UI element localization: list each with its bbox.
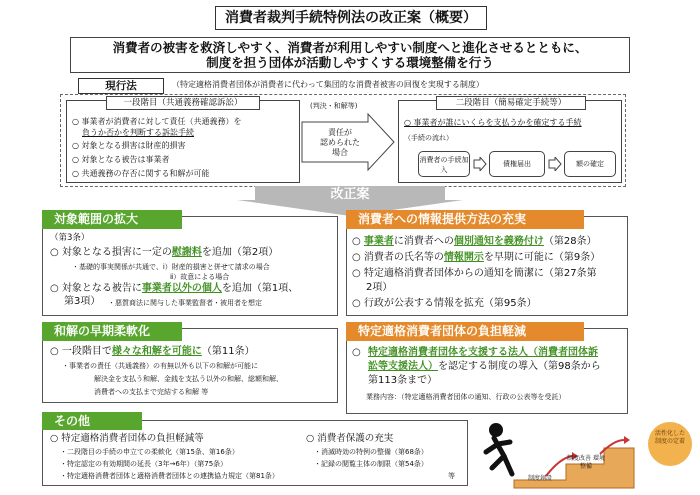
burden-header: 特定適格消費者団体の負担軽減 <box>346 322 584 341</box>
settlement-header: 和解の早期柔軟化 <box>42 322 182 341</box>
settlement-note: 解決金を支払う和解、金銭を支払う以外の和解、総額和解、 <box>94 375 283 383</box>
other-left-title: ○ 特定適格消費者団体の負担軽減等 <box>50 433 204 444</box>
current-law-label: 現行法 <box>78 78 164 94</box>
info-item4: ○ 行政が公表する情報を拡充（第95条） <box>352 298 537 309</box>
settlement-item: ○ 一段階目で様々な和解を可能に（第11条） <box>50 346 255 357</box>
info-item1: ○ 事業者に消費者への個別通知を義務付け（第28条） <box>352 236 597 247</box>
other-right-note: ・消滅時効の特例の整備（第68条） <box>314 448 428 456</box>
info-item3: ○ 特定適格消費者団体からの通知を簡潔に（第27条第 <box>352 268 597 279</box>
headline <box>74 40 626 70</box>
flow-step: 額の確定 <box>564 151 616 177</box>
stage1-item: ○ 対象となる被告は事業者 <box>72 155 170 164</box>
illustration-step3: 活性化した制度の定着 <box>654 430 685 445</box>
burden-note: 業務内容：（特定適格消費者団体の通知、行政の公表等を受託） <box>366 393 566 401</box>
other-right-title: ○ 消費者保護の充実 <box>306 433 394 444</box>
small-arrow-icon <box>548 157 562 171</box>
headline-line1: 消費者の被害を救済しやすく、消費者が利用しやすい制度へと進化させるとともに、 <box>112 40 588 55</box>
burden-item-em1: 特定適格消費者団体を支援する法人（消費者団体訴 <box>368 347 598 358</box>
info-header: 消費者への情報提供方法の充実 <box>346 210 584 229</box>
reform-label: 改正案 <box>330 187 370 202</box>
headline-line2: 制度を担う団体が活動しやすくする環境整備を行う <box>206 55 494 70</box>
settlement-note: 消費者への支払まで完結する和解 等 <box>94 388 209 396</box>
other-left-note: ・特定認定の有効期間の延長（3年→6年）（第75条） <box>60 460 228 468</box>
other-header: その他 <box>42 412 142 430</box>
page-title: 消費者裁判手続特例法の改正案（概要） <box>215 6 487 30</box>
scope-item2-line2: 第3項） <box>64 296 101 307</box>
info-item2: ○ 消費者の氏名等の情報開示を早期に可能に（第9条） <box>352 252 601 263</box>
stage1-item: ○ 共通義務の存否に関する和解が可能 <box>72 169 210 178</box>
scope-item2: ○ 対象となる被告に事業者以外の個人を追加（第1項、 <box>50 283 299 294</box>
current-law-description: （特定適格消費者団体が消費者に代わって集団的な消費者被害の回復を実現する制度） <box>172 80 484 89</box>
scope-item1: ○ 対象となる損害に一定の慰謝料を追加（第2項） <box>50 247 279 258</box>
scope-article: （第3条） <box>50 233 90 243</box>
small-arrow-icon <box>473 157 487 171</box>
other-etc: 等 <box>448 472 455 480</box>
info-item3-line2: 2項） <box>366 282 393 293</box>
illustration-step2: 制度改善 環境整備 <box>567 455 605 470</box>
flow-step: 債権届出 <box>489 151 545 177</box>
stage1-item: 負うか否かを判断する訴訟手続 <box>82 128 194 137</box>
burden-item-line2: 訟等支援法人）を認定する制度の導入（第98条から <box>368 361 601 372</box>
judgment-label: (判決・和解等) <box>310 102 358 110</box>
scope-header: 対象範囲の拡大 <box>42 210 182 229</box>
other-right-note: ・記録の閲覧主体の制限（第54条） <box>314 460 428 468</box>
other-left-note: ・特定適格消費者団体と適格消費者団体との連携協力規定（第81条） <box>60 472 279 480</box>
stage1-item: ○ 対象となる損害は財産的損害 <box>72 141 186 150</box>
stage1-item: ○ 事業者が消費者に対して責任（共通義務）を <box>72 117 242 126</box>
stage1-title: 一段階目（共通義務確認訴訟） <box>106 96 260 110</box>
settlement-note: ・事業者の責任（共通義務）の有無以外も以下の和解が可能に <box>62 362 258 370</box>
flow-step: 消費者の手続加入 <box>418 151 470 177</box>
scope-note: ・悪質商法に関与した事業監督者・被用者を想定 <box>108 299 262 307</box>
burden-item-line3: 第113条まで） <box>368 375 438 386</box>
flow-label: （手続の流れ） <box>404 134 453 142</box>
stage2-title: 二段階目（簡易確定手続等） <box>436 96 586 110</box>
condition-label: 責任が 認められた 場合 <box>320 128 360 157</box>
stage2-item: ○ 事業者が誰にいくらを支払うかを確定する手続 <box>404 118 582 127</box>
scope-note: ・基礎的事実関係が共通で、ⅰ）財産的損害と併せて請求の場合 <box>72 263 270 271</box>
other-left-note: ・二段階目の手続の申立ての柔軟化（第15条、第16条） <box>60 448 239 456</box>
illustration-step1: 制度創設 <box>527 475 552 482</box>
burden-item-mark: ○ <box>352 347 361 358</box>
scope-note: ⅱ）故意による場合 <box>170 273 230 281</box>
